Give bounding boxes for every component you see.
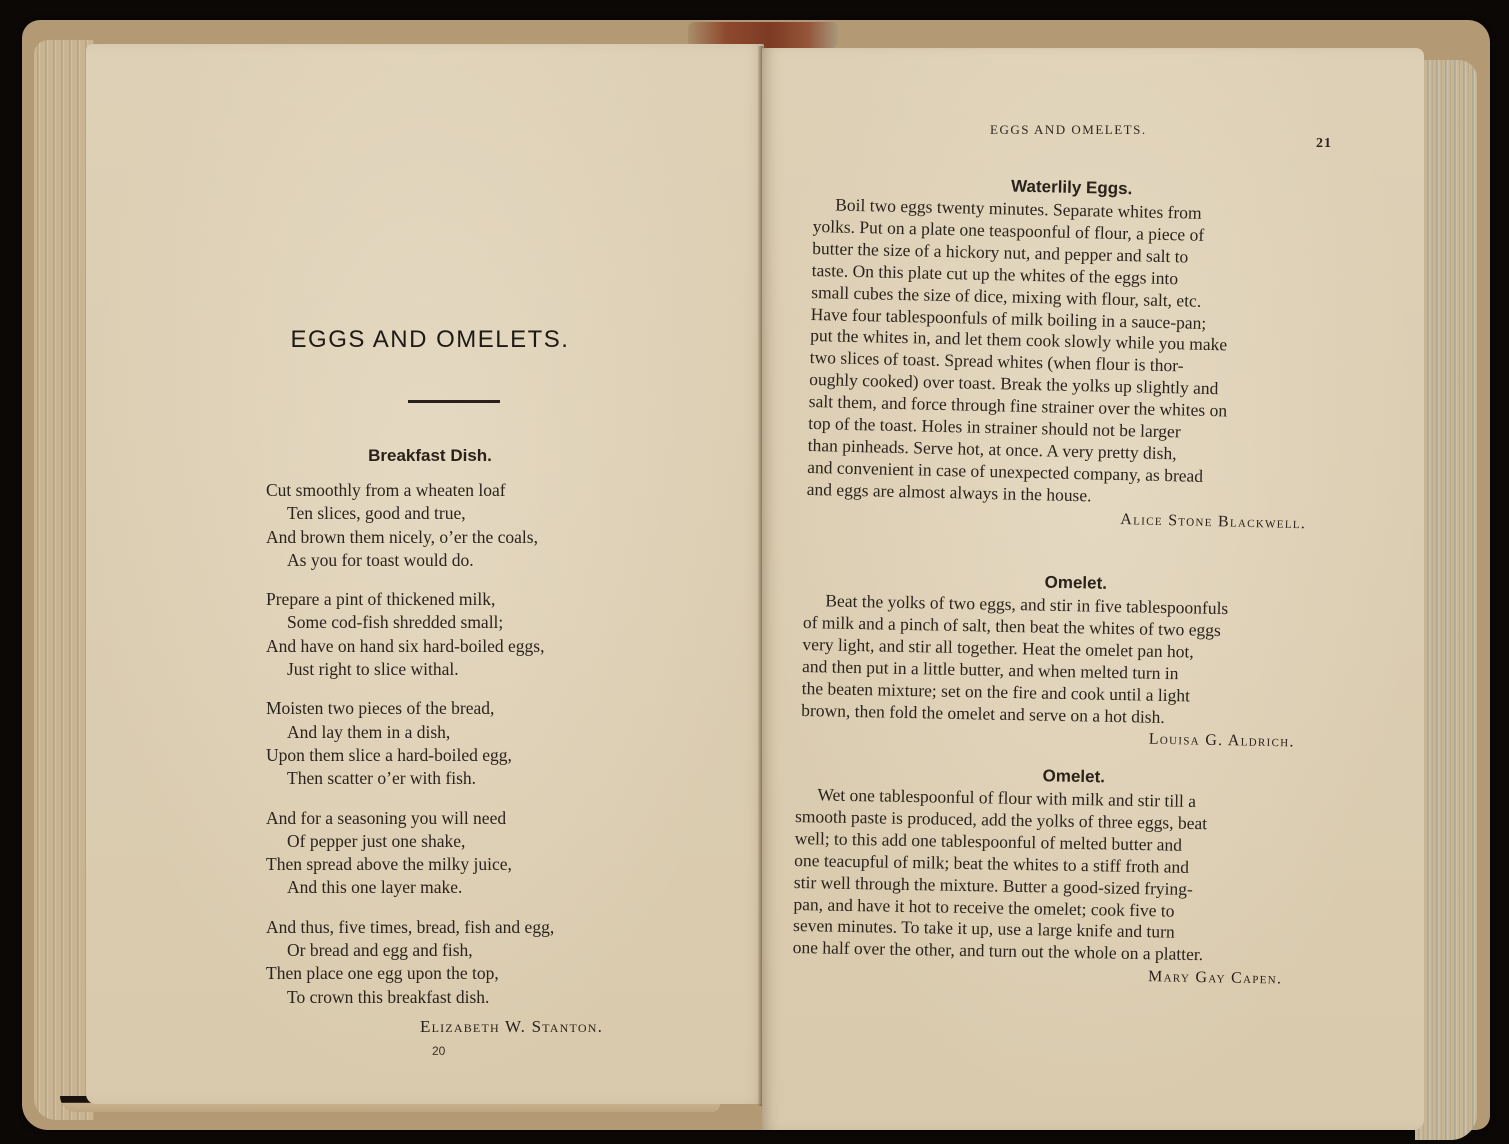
recipe: [805, 172, 1334, 584]
poem-line: Moisten two pieces of the bread,: [266, 698, 495, 719]
recipe-body: [801, 590, 1303, 731]
page-edges-left: [34, 40, 94, 1120]
running-head: EGGS AND OMELETS.: [990, 122, 1147, 137]
recipe-line: Have four tablespoonfuls of milk boiling in a sauce-pan;: [810, 303, 1207, 333]
recipe-line: yolks. Put on a plate one teaspoonful of flour, a piece of: [812, 215, 1205, 245]
recipe-line: the beaten mixture; set on the fire and cook until a light: [801, 677, 1191, 706]
recipe-line: and convenient in case of unexpected company, as bread: [807, 456, 1204, 486]
recipe-line: and eggs are almost always in the house.: [806, 478, 1092, 506]
poem-line: And lay them in a dish,: [287, 721, 451, 742]
left-page: [86, 44, 764, 1104]
poem-line: Some cod-fish shredded small;: [287, 612, 504, 633]
poem-line: Just right to slice withal.: [287, 659, 459, 680]
recipe-line: small cubes the size of dice, mixing with flour, salt, etc.: [811, 281, 1202, 311]
stanza: [266, 916, 706, 1009]
recipe: [791, 762, 1315, 1031]
poem-line: Then place one egg upon the top,: [266, 963, 499, 984]
recipe-line: two slices of toast. Spread whites (when flour is thor-: [809, 347, 1184, 376]
stanza: [266, 479, 706, 572]
stanza: [266, 588, 706, 681]
recipe-line: brown, then fold the omelet and serve on a hot dish.: [801, 699, 1165, 727]
page-number: 20: [432, 1044, 446, 1058]
right-page: [762, 48, 1424, 1130]
recipe-line: salt them, and force through fine strainer over the whites on: [808, 391, 1228, 421]
poem-line: To crown this breakfast dish.: [287, 986, 490, 1007]
poem-line: Ten slices, good and true,: [287, 503, 466, 524]
recipe-author: Mary Gay Capen.: [1147, 968, 1283, 988]
poem-line: And this one layer make.: [287, 877, 463, 898]
stanza: [266, 807, 706, 900]
chapter-title: EGGS AND OMELETS.: [290, 326, 570, 353]
recipe-line-text: Beat the yolks of two eggs, and stir in five tablespoonfuls: [825, 590, 1229, 619]
poem-line: And thus, five times, bread, fish and egg,: [266, 916, 555, 937]
recipe-line: one half over the other, and turn out the whole on a platter.: [792, 937, 1204, 965]
recipe-line: pan, and have it hot to receive the omelet; cook five to: [793, 893, 1175, 921]
recipe-line: smooth paste is produced, add the yolks of three eggs, beat: [794, 805, 1208, 834]
recipe-line: seven minutes. To take it up, use a large knife and turn: [792, 915, 1175, 943]
recipe-line: oughly cooked) over toast. Break the yolks up slightly and: [809, 369, 1219, 399]
recipe-author: Louisa G. Aldrich.: [1148, 730, 1295, 751]
poem: [266, 479, 706, 1025]
poem-line: And have on hand six hard-boiled eggs,: [266, 635, 545, 656]
page-number: 21: [1316, 136, 1332, 151]
page-edges-right: [1415, 60, 1477, 1140]
poem-line: And for a seasoning you will need: [266, 807, 507, 828]
poem-title: Breakfast Dish.: [368, 446, 492, 465]
poem-author: Elizabeth W. Stanton.: [420, 1017, 604, 1036]
poem-line: Prepare a pint of thickened milk,: [266, 589, 496, 610]
poem-line: Cut smoothly from a wheaten loaf: [266, 480, 506, 500]
stanza: [266, 697, 706, 790]
recipe-line: well; to this add one tablespoonful of melted butter and: [794, 827, 1183, 855]
recipe: [800, 568, 1324, 778]
poem-line: Of pepper just one shake,: [287, 830, 466, 851]
title-rule: [408, 400, 500, 403]
recipe-line-text: Wet one tablespoonful of flour with milk and stir till a: [817, 784, 1197, 811]
poem-line: Then spread above the milky juice,: [266, 854, 512, 875]
poem-line: And brown them nicely, o’er the coals,: [266, 526, 538, 547]
poem-line: Or bread and egg and fish,: [287, 940, 473, 961]
recipe-line-text: Boil two eggs twenty minutes. Separate whites from: [835, 194, 1202, 223]
recipe-line: taste. On this plate cut up the whites of the eggs into: [811, 259, 1179, 289]
recipe-line: one teacupful of milk; beat the whites to a stiff froth and: [794, 849, 1190, 877]
recipe-title: Omelet.: [1042, 766, 1106, 787]
recipe-line: stir well through the mixture. Butter a good-sized frying-: [793, 871, 1194, 899]
recipe-line: of milk and a pinch of salt, then beat the whites of two eggs: [802, 611, 1222, 640]
recipe-line: than pinheads. Serve hot, at once. A very pretty dish,: [807, 434, 1177, 464]
poem-line: As you for toast would do.: [287, 549, 474, 570]
poem-line: Upon them slice a hard-boiled egg,: [266, 744, 512, 765]
recipe-line: butter the size of a hickory nut, and pepper and salt to: [812, 237, 1189, 267]
recipe-title: Waterlily Eggs.: [1010, 176, 1133, 199]
recipe-line: very light, and stir all together. Heat the omelet pan hot,: [802, 633, 1194, 662]
recipe-line: put the whites in, and let them cook slowly while you make: [810, 325, 1228, 355]
recipe-line: top of the toast. Holes in strainer should not be larger: [808, 413, 1181, 442]
poem-line: Then scatter o’er with fish.: [287, 768, 477, 789]
recipe-line: and then put in a little butter, and when melted turn in: [801, 655, 1179, 683]
recipe-author: Alice Stone Blackwell.: [1120, 511, 1307, 533]
recipe-body: [793, 784, 1296, 968]
recipe-body: [807, 194, 1314, 512]
recipe-title: Omelet.: [1044, 572, 1108, 593]
